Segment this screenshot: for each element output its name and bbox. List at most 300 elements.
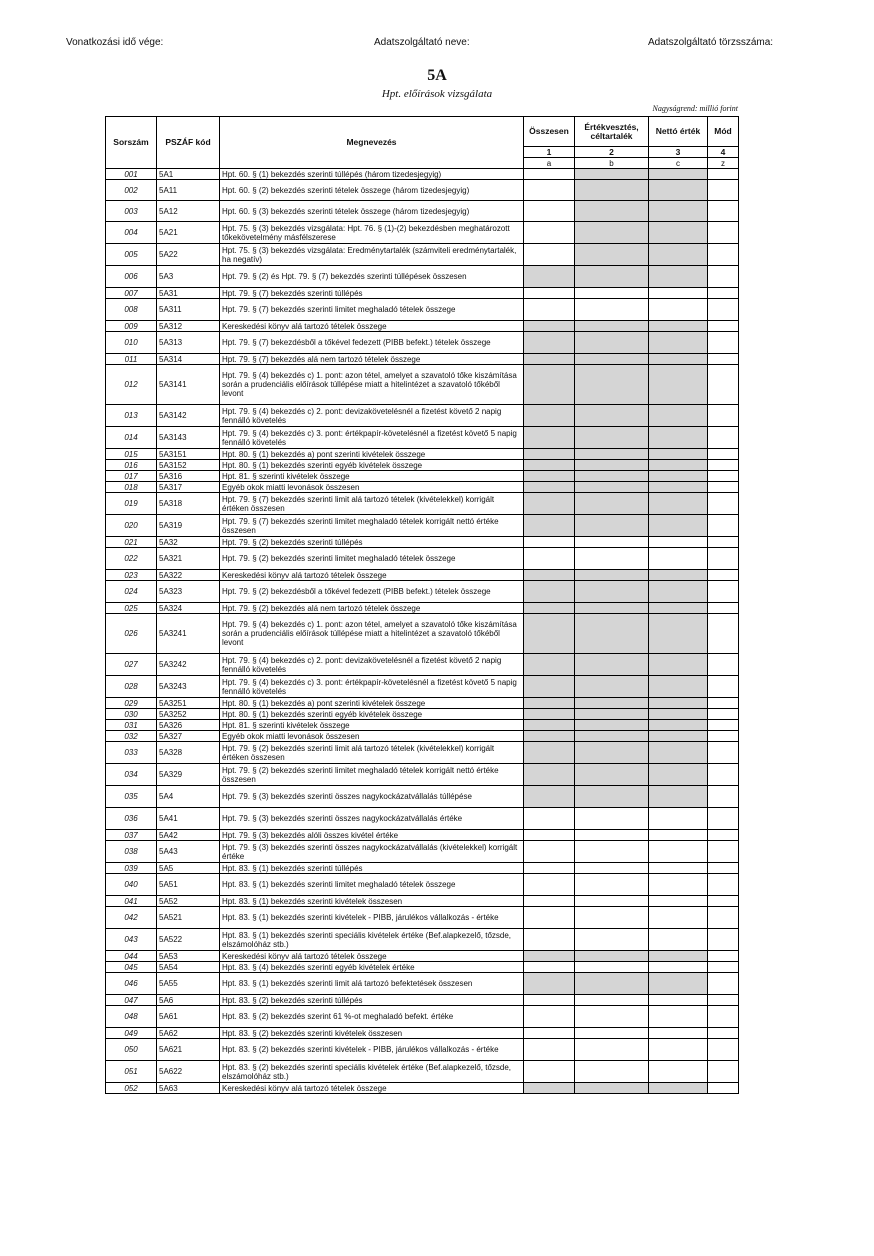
netto-ertek-cell[interactable] [649, 537, 708, 548]
ertekvesztes-cell[interactable] [575, 537, 649, 548]
mod-cell[interactable] [708, 427, 739, 449]
netto-ertek-cell [649, 427, 708, 449]
mod-cell[interactable] [708, 365, 739, 405]
pszaf-code: 5A318 [157, 493, 220, 515]
netto-ertek-cell [649, 460, 708, 471]
mod-cell[interactable] [708, 995, 739, 1006]
ertekvesztes-cell [575, 973, 649, 995]
table-row [106, 244, 739, 266]
table-row [106, 1083, 739, 1094]
row-description: Egyéb okok miatti levonások összesen [220, 731, 524, 742]
netto-ertek-cell [649, 709, 708, 720]
ertekvesztes-cell[interactable] [575, 548, 649, 570]
ertekvesztes-cell [575, 321, 649, 332]
mod-cell[interactable] [708, 786, 739, 808]
row-number: 052 [106, 1083, 157, 1094]
row-description: Hpt. 83. § (1) bekezdés szerinti kivételek - PIBB, járulékos vállalkozás - értéke [220, 907, 524, 929]
osszesen-cell [524, 603, 575, 614]
row-number: 023 [106, 570, 157, 581]
mod-cell[interactable] [708, 654, 739, 676]
table-row [106, 1061, 739, 1083]
mod-cell[interactable] [708, 548, 739, 570]
netto-ertek-cell [649, 354, 708, 365]
table-row [106, 764, 739, 786]
netto-ertek-cell[interactable] [649, 962, 708, 973]
table-row [106, 427, 739, 449]
row-description: Hpt. 83. § (2) bekezdés szerinti túllépés [220, 995, 524, 1006]
table-row [106, 1006, 739, 1028]
netto-ertek-cell [649, 201, 708, 222]
pszaf-code: 5A522 [157, 929, 220, 951]
osszesen-cell[interactable] [524, 874, 575, 896]
row-description: Hpt. 79. § (7) bekezdés szerinti limitet meghaladó tételek összege [220, 299, 524, 321]
mod-cell[interactable] [708, 570, 739, 581]
ertekvesztes-cell [575, 180, 649, 201]
row-description: Hpt. 83. § (2) bekezdés szerinti kivételek összesen [220, 1028, 524, 1039]
ertekvesztes-cell[interactable] [575, 962, 649, 973]
ertekvesztes-cell[interactable] [575, 907, 649, 929]
ertekvesztes-cell[interactable] [575, 896, 649, 907]
row-description: Hpt. 80. § (1) bekezdés a) pont szerinti kivételek összege [220, 449, 524, 460]
mod-cell[interactable] [708, 321, 739, 332]
row-description: Hpt. 83. § (2) bekezdés szerinti speciális kivételek értéke (Bef.alapkezelő, tőzsde, elszámolóház stb.) [220, 1061, 524, 1083]
table-row [106, 603, 739, 614]
table-row [106, 863, 739, 874]
row-number: 011 [106, 354, 157, 365]
table-row [106, 951, 739, 962]
osszesen-cell [524, 786, 575, 808]
osszesen-cell[interactable] [524, 830, 575, 841]
table-row [106, 581, 739, 603]
table-row [106, 493, 739, 515]
row-description: Hpt. 75. § (3) bekezdés vizsgálata: Eredménytartalék (számviteli eredménytartalék, ha negatív) [220, 244, 524, 266]
header-megnevezes: Megnevezés [220, 117, 524, 169]
mod-cell[interactable] [708, 332, 739, 354]
osszesen-cell [524, 365, 575, 405]
netto-ertek-cell [649, 676, 708, 698]
osszesen-cell[interactable] [524, 841, 575, 863]
table-row [106, 180, 739, 201]
row-number: 037 [106, 830, 157, 841]
ertekvesztes-cell[interactable] [575, 299, 649, 321]
row-number: 033 [106, 742, 157, 764]
netto-ertek-cell [649, 515, 708, 537]
table-row [106, 654, 739, 676]
table-row [106, 929, 739, 951]
mod-cell[interactable] [708, 808, 739, 830]
ertekvesztes-cell[interactable] [575, 1061, 649, 1083]
ertekvesztes-cell [575, 471, 649, 482]
row-description: Hpt. 81. § szerinti kivételek összege [220, 471, 524, 482]
osszesen-cell [524, 973, 575, 995]
row-description: Hpt. 83. § (1) bekezdés szerinti limitet meghaladó tételek összege [220, 874, 524, 896]
row-number: 008 [106, 299, 157, 321]
osszesen-cell[interactable] [524, 1061, 575, 1083]
mod-cell[interactable] [708, 460, 739, 471]
table-row [106, 321, 739, 332]
mod-cell[interactable] [708, 537, 739, 548]
osszesen-cell[interactable] [524, 929, 575, 951]
table-row [106, 907, 739, 929]
netto-ertek-cell[interactable] [649, 1039, 708, 1061]
ertekvesztes-cell [575, 603, 649, 614]
netto-ertek-cell [649, 449, 708, 460]
ertekvesztes-cell [575, 731, 649, 742]
row-number: 002 [106, 180, 157, 201]
table-row [106, 808, 739, 830]
osszesen-cell[interactable] [524, 1028, 575, 1039]
mod-cell[interactable] [708, 482, 739, 493]
osszesen-cell[interactable] [524, 201, 575, 222]
header-ertekvesztes: Értékvesztés, céltartalék [575, 117, 649, 147]
pszaf-code: 5A323 [157, 581, 220, 603]
header-col-number: 2 [575, 147, 649, 158]
pszaf-code: 5A1 [157, 169, 220, 180]
mod-cell[interactable] [708, 449, 739, 460]
table-row [106, 460, 739, 471]
mod-cell[interactable] [708, 1006, 739, 1028]
mod-cell[interactable] [708, 603, 739, 614]
osszesen-cell[interactable] [524, 808, 575, 830]
ertekvesztes-cell[interactable] [575, 808, 649, 830]
table-row [106, 614, 739, 654]
mod-cell[interactable] [708, 299, 739, 321]
netto-ertek-cell [649, 169, 708, 180]
osszesen-cell[interactable] [524, 299, 575, 321]
ertekvesztes-cell [575, 405, 649, 427]
row-description: Hpt. 79. § (2) bekezdés szerinti limitet meghaladó tételek összege [220, 548, 524, 570]
osszesen-cell[interactable] [524, 537, 575, 548]
mod-cell[interactable] [708, 841, 739, 863]
ertekvesztes-cell [575, 244, 649, 266]
osszesen-cell[interactable] [524, 548, 575, 570]
netto-ertek-cell[interactable] [649, 896, 708, 907]
pszaf-code: 5A21 [157, 222, 220, 244]
osszesen-cell[interactable] [524, 1039, 575, 1061]
table-row [106, 731, 739, 742]
mod-cell[interactable] [708, 1039, 739, 1061]
pszaf-code: 5A32 [157, 537, 220, 548]
table-body [106, 169, 739, 1094]
row-description: Hpt. 83. § (1) bekezdés szerinti limit alá tartozó befektetések összesen [220, 973, 524, 995]
osszesen-cell [524, 471, 575, 482]
table-row [106, 830, 739, 841]
table-row [106, 709, 739, 720]
pszaf-code: 5A12 [157, 201, 220, 222]
ertekvesztes-cell [575, 570, 649, 581]
pszaf-code: 5A317 [157, 482, 220, 493]
mod-cell[interactable] [708, 288, 739, 299]
row-description: Hpt. 79. § (7) bekezdés szerinti túllépés [220, 288, 524, 299]
ertekvesztes-cell [575, 493, 649, 515]
row-number: 019 [106, 493, 157, 515]
pszaf-code: 5A3241 [157, 614, 220, 654]
netto-ertek-cell[interactable] [649, 299, 708, 321]
mod-cell[interactable] [708, 907, 739, 929]
row-description: Hpt. 79. § (4) bekezdés c) 3. pont: értékpapír-követelésnél a fizetést követő 5 napig fennálló követelés [220, 427, 524, 449]
table-row [106, 962, 739, 973]
row-number: 027 [106, 654, 157, 676]
header-col-letter: b [575, 158, 649, 169]
pszaf-code: 5A328 [157, 742, 220, 764]
ertekvesztes-cell[interactable] [575, 1006, 649, 1028]
mod-cell[interactable] [708, 581, 739, 603]
row-number: 035 [106, 786, 157, 808]
netto-ertek-cell[interactable] [649, 863, 708, 874]
row-description: Hpt. 79. § (7) bekezdés szerinti limitet meghaladó tételek korrigált nettó értéke összesen [220, 515, 524, 537]
row-number: 010 [106, 332, 157, 354]
netto-ertek-cell[interactable] [649, 929, 708, 951]
row-description: Hpt. 80. § (1) bekezdés szerinti egyéb kivételek összege [220, 709, 524, 720]
row-number: 029 [106, 698, 157, 709]
row-description: Hpt. 80. § (1) bekezdés szerinti egyéb kivételek összege [220, 460, 524, 471]
pszaf-code: 5A622 [157, 1061, 220, 1083]
pszaf-code: 5A326 [157, 720, 220, 731]
pszaf-code: 5A3243 [157, 676, 220, 698]
mod-cell[interactable] [708, 962, 739, 973]
osszesen-cell[interactable] [524, 180, 575, 201]
table-row [106, 354, 739, 365]
form-subtitle: Hpt. előírások vizsgálata [381, 88, 493, 100]
netto-ertek-cell[interactable] [649, 874, 708, 896]
osszesen-cell [524, 951, 575, 962]
mod-cell[interactable] [708, 1028, 739, 1039]
mod-cell[interactable] [708, 874, 739, 896]
pszaf-code: 5A3143 [157, 427, 220, 449]
mod-cell[interactable] [708, 896, 739, 907]
mod-cell[interactable] [708, 764, 739, 786]
mod-cell[interactable] [708, 222, 739, 244]
netto-ertek-cell[interactable] [649, 1028, 708, 1039]
mod-cell[interactable] [708, 201, 739, 222]
row-description: Hpt. 79. § (4) bekezdés c) 1. pont: azon tétel, amelyet a szavatoló tőke kiszámítása során a prudenciális előírások túllépése miatt a hitelintézet a szavatoló tőkéből levont [220, 365, 524, 405]
row-number: 001 [106, 169, 157, 180]
netto-ertek-cell [649, 405, 708, 427]
ertekvesztes-cell [575, 1083, 649, 1094]
mod-cell[interactable] [708, 354, 739, 365]
ertekvesztes-cell [575, 720, 649, 731]
row-number: 016 [106, 460, 157, 471]
mod-cell[interactable] [708, 709, 739, 720]
pszaf-code: 5A321 [157, 548, 220, 570]
row-number: 012 [106, 365, 157, 405]
row-description: Hpt. 80. § (1) bekezdés a) pont szerinti kivételek összege [220, 698, 524, 709]
ertekvesztes-cell [575, 951, 649, 962]
pszaf-code: 5A51 [157, 874, 220, 896]
osszesen-cell[interactable] [524, 907, 575, 929]
row-number: 013 [106, 405, 157, 427]
netto-ertek-cell [649, 720, 708, 731]
netto-ertek-cell [649, 365, 708, 405]
netto-ertek-cell[interactable] [649, 288, 708, 299]
netto-ertek-cell[interactable] [649, 808, 708, 830]
mod-cell[interactable] [708, 1061, 739, 1083]
netto-ertek-cell[interactable] [649, 1006, 708, 1028]
ertekvesztes-cell[interactable] [575, 841, 649, 863]
mod-cell[interactable] [708, 614, 739, 654]
pszaf-code: 5A3251 [157, 698, 220, 709]
ertekvesztes-cell[interactable] [575, 995, 649, 1006]
ertekvesztes-cell [575, 354, 649, 365]
header-col-letter: c [649, 158, 708, 169]
mod-cell[interactable] [708, 1083, 739, 1094]
netto-ertek-cell [649, 471, 708, 482]
pszaf-code: 5A63 [157, 1083, 220, 1094]
netto-ertek-cell[interactable] [649, 1061, 708, 1083]
osszesen-cell [524, 460, 575, 471]
ertekvesztes-cell[interactable] [575, 288, 649, 299]
pszaf-code: 5A621 [157, 1039, 220, 1061]
osszesen-cell[interactable] [524, 863, 575, 874]
header-col-number: 3 [649, 147, 708, 158]
mod-cell[interactable] [708, 169, 739, 180]
netto-ertek-cell[interactable] [649, 548, 708, 570]
provider-id-label: Adatszolgáltató törzsszáma: [648, 37, 774, 48]
header-sorszam: Sorszám [106, 117, 157, 169]
row-description: Hpt. 83. § (1) bekezdés szerinti túllépés [220, 863, 524, 874]
ertekvesztes-cell[interactable] [575, 830, 649, 841]
osszesen-cell [524, 731, 575, 742]
ertekvesztes-cell[interactable] [575, 1028, 649, 1039]
osszesen-cell[interactable] [524, 169, 575, 180]
netto-ertek-cell[interactable] [649, 841, 708, 863]
row-number: 028 [106, 676, 157, 698]
osszesen-cell [524, 654, 575, 676]
row-number: 050 [106, 1039, 157, 1061]
osszesen-cell [524, 742, 575, 764]
table-row [106, 742, 739, 764]
mod-cell[interactable] [708, 830, 739, 841]
table-row [106, 299, 739, 321]
table-row [106, 995, 739, 1006]
header-netto-ertek: Nettó érték [649, 117, 708, 147]
mod-cell[interactable] [708, 951, 739, 962]
mod-cell[interactable] [708, 676, 739, 698]
ertekvesztes-cell[interactable] [575, 929, 649, 951]
osszesen-cell[interactable] [524, 1006, 575, 1028]
table-row [106, 570, 739, 581]
row-description: Hpt. 81. § szerinti kivételek összege [220, 720, 524, 731]
pszaf-code: 5A61 [157, 1006, 220, 1028]
row-number: 014 [106, 427, 157, 449]
netto-ertek-cell [649, 764, 708, 786]
row-description: Hpt. 83. § (2) bekezdés szerint 61 %-ot meghaladó befekt. értéke [220, 1006, 524, 1028]
row-description: Hpt. 60. § (3) bekezdés szerinti tételek összege (három tizedesjegyig) [220, 201, 524, 222]
table-row [106, 449, 739, 460]
ertekvesztes-cell[interactable] [575, 874, 649, 896]
row-description: Kereskedési könyv alá tartozó tételek összege [220, 570, 524, 581]
osszesen-cell[interactable] [524, 222, 575, 244]
row-description: Hpt. 79. § (7) bekezdés alá nem tartozó tételek összege [220, 354, 524, 365]
mod-cell[interactable] [708, 471, 739, 482]
mod-cell[interactable] [708, 515, 739, 537]
row-description: Hpt. 83. § (1) bekezdés szerinti kivételek összesen [220, 896, 524, 907]
ertekvesztes-cell[interactable] [575, 863, 649, 874]
pszaf-code: 5A54 [157, 962, 220, 973]
pszaf-code: 5A314 [157, 354, 220, 365]
ertekvesztes-cell [575, 764, 649, 786]
table-row [106, 332, 739, 354]
mod-cell[interactable] [708, 698, 739, 709]
row-number: 018 [106, 482, 157, 493]
table-row [106, 482, 739, 493]
pszaf-code: 5A3242 [157, 654, 220, 676]
row-number: 048 [106, 1006, 157, 1028]
mod-cell[interactable] [708, 266, 739, 288]
pszaf-code: 5A324 [157, 603, 220, 614]
row-description: Hpt. 79. § (7) bekezdés szerinti limit alá tartozó tételek (kivételekkel) korrigált értéken összesen [220, 493, 524, 515]
provider-name-label: Adatszolgáltató neve: [374, 37, 470, 48]
header-mod: Mód [708, 117, 739, 147]
row-number: 021 [106, 537, 157, 548]
row-description: Hpt. 83. § (4) bekezdés szerinti egyéb kivételek értéke [220, 962, 524, 973]
mod-cell[interactable] [708, 973, 739, 995]
osszesen-cell[interactable] [524, 962, 575, 973]
ertekvesztes-cell[interactable] [575, 1039, 649, 1061]
osszesen-cell[interactable] [524, 244, 575, 266]
ertekvesztes-cell [575, 449, 649, 460]
mod-cell[interactable] [708, 180, 739, 201]
row-description: Hpt. 60. § (2) bekezdés szerinti tételek összege (három tizedesjegyig) [220, 180, 524, 201]
netto-ertek-cell [649, 742, 708, 764]
osszesen-cell [524, 764, 575, 786]
row-description: Hpt. 79. § (3) bekezdés alóli összes kivétel értéke [220, 830, 524, 841]
row-number: 049 [106, 1028, 157, 1039]
table-row [106, 720, 739, 731]
mod-cell[interactable] [708, 863, 739, 874]
row-description: Hpt. 83. § (2) bekezdés szerinti kivételek - PIBB, járulékos vállalkozás - értéke [220, 1039, 524, 1061]
osszesen-cell [524, 321, 575, 332]
ertekvesztes-cell [575, 266, 649, 288]
netto-ertek-cell[interactable] [649, 907, 708, 929]
netto-ertek-cell[interactable] [649, 830, 708, 841]
row-description: Hpt. 79. § (4) bekezdés c) 3. pont: értékpapír-követelésnél a fizetést követő 5 napig fennálló követelés [220, 676, 524, 698]
mod-cell[interactable] [708, 731, 739, 742]
row-description: Hpt. 79. § (2) bekezdés alá nem tartozó tételek összege [220, 603, 524, 614]
mod-cell[interactable] [708, 244, 739, 266]
netto-ertek-cell [649, 570, 708, 581]
osszesen-cell[interactable] [524, 995, 575, 1006]
mod-cell[interactable] [708, 405, 739, 427]
ertekvesztes-cell [575, 169, 649, 180]
ertekvesztes-cell [575, 460, 649, 471]
row-description: Egyéb okok miatti levonások összesen [220, 482, 524, 493]
mod-cell[interactable] [708, 929, 739, 951]
mod-cell[interactable] [708, 720, 739, 731]
pszaf-code: 5A53 [157, 951, 220, 962]
header-osszesen: Összesen [524, 117, 575, 147]
table-row [106, 471, 739, 482]
mod-cell[interactable] [708, 742, 739, 764]
pszaf-code: 5A22 [157, 244, 220, 266]
ertekvesztes-cell [575, 786, 649, 808]
osszesen-cell[interactable] [524, 288, 575, 299]
row-description: Hpt. 79. § (2) bekezdésből a tőkével fedezett (PIBB befekt.) tételek összege [220, 581, 524, 603]
row-number: 046 [106, 973, 157, 995]
row-description: Hpt. 60. § (1) bekezdés szerinti túllépés (három tizedesjegyig) [220, 169, 524, 180]
row-number: 022 [106, 548, 157, 570]
row-description: Hpt. 79. § (2) bekezdés szerinti limit alá tartozó tételek (kivételekkel) korrigált értéken összesen [220, 742, 524, 764]
row-description: Hpt. 79. § (4) bekezdés c) 2. pont: devizakövetelésnél a fizetést követő 2 napig fennálló követelés [220, 654, 524, 676]
table-row [106, 222, 739, 244]
mod-cell[interactable] [708, 493, 739, 515]
osszesen-cell [524, 493, 575, 515]
osszesen-cell[interactable] [524, 896, 575, 907]
table-row [106, 1039, 739, 1061]
report-table [105, 116, 739, 1094]
table-row [106, 1028, 739, 1039]
netto-ertek-cell[interactable] [649, 995, 708, 1006]
